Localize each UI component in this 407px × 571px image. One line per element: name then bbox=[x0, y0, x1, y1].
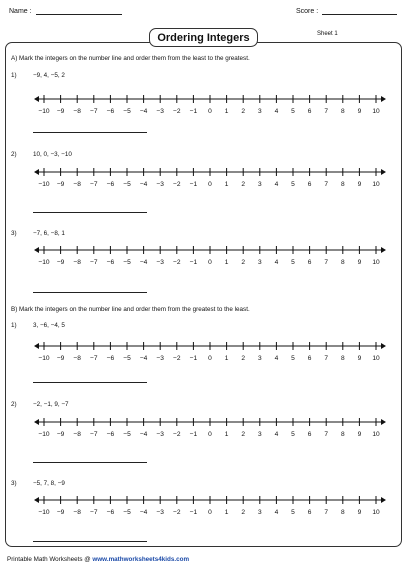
tick-label: 3 bbox=[257, 355, 262, 362]
tick-label: 7 bbox=[324, 259, 329, 266]
tick-label: −2 bbox=[173, 181, 181, 188]
tick-label: −1 bbox=[189, 355, 198, 362]
tick-label: 1 bbox=[224, 259, 229, 266]
tick-label: −3 bbox=[156, 259, 164, 266]
right-arrow-icon bbox=[381, 247, 386, 253]
tick-label: 10 bbox=[372, 431, 380, 438]
answer-line[interactable] bbox=[33, 132, 147, 133]
tick-label: 7 bbox=[324, 431, 329, 438]
tick-label: −5 bbox=[123, 509, 131, 516]
tick-label: 8 bbox=[340, 108, 345, 115]
tick-label: −3 bbox=[156, 355, 164, 362]
tick-label: 10 bbox=[372, 108, 380, 115]
tick-label: −6 bbox=[106, 259, 115, 266]
tick-label: 8 bbox=[340, 181, 345, 188]
tick-label: −1 bbox=[189, 431, 198, 438]
tick-label: 1 bbox=[224, 509, 229, 516]
number-line bbox=[0, 417, 407, 441]
tick-label: 10 bbox=[372, 181, 380, 188]
tick-label: −7 bbox=[90, 108, 98, 115]
left-arrow-icon bbox=[34, 247, 39, 253]
number-line bbox=[0, 495, 407, 519]
tick-label: 8 bbox=[340, 355, 345, 362]
tick-label: 7 bbox=[324, 108, 329, 115]
tick-label: −2 bbox=[173, 355, 181, 362]
tick-label: 2 bbox=[241, 509, 246, 516]
tick-label: 3 bbox=[257, 259, 262, 266]
right-arrow-icon bbox=[381, 343, 386, 349]
tick-label: 3 bbox=[257, 431, 262, 438]
tick-label: 6 bbox=[307, 108, 312, 115]
tick-label: 9 bbox=[357, 509, 362, 516]
answer-line[interactable] bbox=[33, 292, 147, 293]
tick-label: 1 bbox=[224, 181, 229, 188]
tick-label: 2 bbox=[241, 355, 246, 362]
problem-number: 3) bbox=[11, 480, 17, 487]
tick-label: −2 bbox=[173, 259, 181, 266]
tick-label: −2 bbox=[173, 431, 181, 438]
tick-label: 5 bbox=[291, 259, 295, 266]
tick-label: −2 bbox=[173, 509, 181, 516]
tick-label: −9 bbox=[56, 108, 65, 115]
tick-label: 4 bbox=[274, 108, 279, 115]
tick-label: −3 bbox=[156, 431, 164, 438]
tick-label: 6 bbox=[307, 431, 312, 438]
tick-label: 8 bbox=[340, 509, 345, 516]
problem-number: 3) bbox=[11, 230, 17, 237]
tick-label: 2 bbox=[241, 181, 246, 188]
tick-label: −10 bbox=[38, 108, 50, 115]
tick-label: 9 bbox=[357, 181, 362, 188]
tick-label: −3 bbox=[156, 108, 164, 115]
tick-label: −5 bbox=[123, 108, 131, 115]
number-line bbox=[0, 341, 407, 365]
problem-number: 1) bbox=[11, 322, 17, 329]
tick-label: 4 bbox=[274, 259, 279, 266]
name-field bbox=[9, 5, 122, 15]
tick-label: 6 bbox=[307, 259, 312, 266]
answer-line[interactable] bbox=[33, 462, 147, 463]
tick-label: 10 bbox=[372, 355, 380, 362]
footer-site-link[interactable]: www.mathworksheets4kids.com bbox=[92, 556, 190, 563]
tick-label: 1 bbox=[224, 431, 229, 438]
problem-number: 2) bbox=[11, 401, 17, 408]
footer-prefix: Printable Math Worksheets @ bbox=[7, 556, 93, 563]
tick-label: −4 bbox=[139, 355, 148, 362]
tick-label: −8 bbox=[73, 431, 81, 438]
left-arrow-icon bbox=[34, 343, 39, 349]
tick-label: 9 bbox=[357, 108, 362, 115]
tick-label: 1 bbox=[224, 355, 229, 362]
tick-label: 7 bbox=[324, 181, 329, 188]
tick-label: 0 bbox=[208, 509, 212, 516]
tick-label: −5 bbox=[123, 431, 131, 438]
tick-label: −10 bbox=[38, 355, 50, 362]
problem-number: 1) bbox=[11, 72, 17, 79]
tick-label: −7 bbox=[90, 355, 98, 362]
right-arrow-icon bbox=[381, 169, 386, 175]
tick-label: 2 bbox=[241, 108, 246, 115]
left-arrow-icon bbox=[34, 96, 39, 102]
left-arrow-icon bbox=[34, 497, 39, 503]
tick-label: 5 bbox=[291, 108, 295, 115]
tick-label: 6 bbox=[307, 509, 312, 516]
tick-label: −3 bbox=[156, 509, 164, 516]
name-label: Name : bbox=[9, 8, 32, 15]
tick-label: −4 bbox=[139, 259, 148, 266]
tick-label: −6 bbox=[106, 108, 115, 115]
tick-label: −5 bbox=[123, 259, 131, 266]
tick-label: −8 bbox=[73, 108, 81, 115]
name-blank[interactable] bbox=[36, 5, 122, 15]
tick-label: −7 bbox=[90, 509, 98, 516]
problem-integers: 3, −6, −4, 5 bbox=[33, 322, 65, 329]
right-arrow-icon bbox=[381, 96, 386, 102]
section-a-instruction: A) Mark the integers on the number line and order them from the least to the greatest. bbox=[11, 55, 250, 62]
tick-label: 3 bbox=[257, 181, 262, 188]
footer bbox=[7, 556, 189, 563]
tick-label: 5 bbox=[291, 431, 295, 438]
score-field bbox=[296, 5, 397, 15]
left-arrow-icon bbox=[34, 419, 39, 425]
tick-label: −9 bbox=[56, 509, 65, 516]
tick-label: 5 bbox=[291, 181, 295, 188]
problem-integers: −7, 6, −8, 1 bbox=[33, 230, 65, 237]
tick-label: 10 bbox=[372, 509, 380, 516]
answer-line[interactable] bbox=[33, 212, 147, 213]
problem-number: 2) bbox=[11, 151, 17, 158]
tick-label: −10 bbox=[38, 431, 50, 438]
tick-label: −8 bbox=[73, 181, 81, 188]
tick-label: −9 bbox=[56, 259, 65, 266]
tick-label: 10 bbox=[372, 259, 380, 266]
tick-label: 6 bbox=[307, 181, 312, 188]
section-b-instruction: B) Mark the integers on the number line and order them from the greatest to the least. bbox=[11, 306, 250, 313]
tick-label: 3 bbox=[257, 509, 262, 516]
tick-label: −10 bbox=[38, 259, 50, 266]
tick-label: −1 bbox=[189, 509, 198, 516]
tick-label: −6 bbox=[106, 431, 115, 438]
tick-label: −10 bbox=[38, 181, 50, 188]
tick-label: −4 bbox=[139, 431, 148, 438]
tick-label: −7 bbox=[90, 181, 98, 188]
worksheet-title: Ordering Integers bbox=[149, 28, 258, 47]
tick-label: 3 bbox=[257, 108, 262, 115]
tick-label: −3 bbox=[156, 181, 164, 188]
tick-label: 2 bbox=[241, 431, 246, 438]
tick-label: −2 bbox=[173, 108, 181, 115]
answer-line[interactable] bbox=[33, 541, 147, 542]
tick-label: −9 bbox=[56, 181, 65, 188]
tick-label: 1 bbox=[224, 108, 229, 115]
tick-label: 0 bbox=[208, 431, 212, 438]
sheet-label: Sheet 1 bbox=[317, 31, 338, 37]
tick-label: 9 bbox=[357, 355, 362, 362]
tick-label: 8 bbox=[340, 431, 345, 438]
score-blank[interactable] bbox=[322, 5, 397, 15]
tick-label: −8 bbox=[73, 259, 81, 266]
tick-label: 7 bbox=[324, 355, 329, 362]
number-line bbox=[0, 167, 407, 191]
tick-label: 9 bbox=[357, 259, 362, 266]
tick-label: 9 bbox=[357, 431, 362, 438]
tick-label: −4 bbox=[139, 509, 148, 516]
left-arrow-icon bbox=[34, 169, 39, 175]
tick-label: −5 bbox=[123, 181, 131, 188]
tick-label: 5 bbox=[291, 509, 295, 516]
tick-label: 8 bbox=[340, 259, 345, 266]
tick-label: 5 bbox=[291, 355, 295, 362]
tick-label: 6 bbox=[307, 355, 312, 362]
tick-label: −9 bbox=[56, 431, 65, 438]
tick-label: −9 bbox=[56, 355, 65, 362]
problem-integers: −9, 4, −5, 2 bbox=[33, 72, 65, 79]
problem-integers: −2, −1, 9, −7 bbox=[33, 401, 69, 408]
tick-label: −6 bbox=[106, 509, 115, 516]
tick-label: −7 bbox=[90, 259, 98, 266]
tick-label: −8 bbox=[73, 355, 81, 362]
tick-label: −5 bbox=[123, 355, 131, 362]
tick-label: 7 bbox=[324, 509, 329, 516]
number-line bbox=[0, 245, 407, 269]
tick-label: −4 bbox=[139, 181, 148, 188]
tick-label: −10 bbox=[38, 509, 50, 516]
tick-label: 0 bbox=[208, 181, 212, 188]
problem-integers: 10, 0, −3, −10 bbox=[33, 151, 72, 158]
tick-label: 2 bbox=[241, 259, 246, 266]
number-line bbox=[0, 94, 407, 118]
tick-label: −1 bbox=[189, 108, 198, 115]
tick-label: 4 bbox=[274, 509, 279, 516]
tick-label: 4 bbox=[274, 355, 279, 362]
problem-integers: −5, 7, 8, −9 bbox=[33, 480, 65, 487]
right-arrow-icon bbox=[381, 419, 386, 425]
tick-label: 4 bbox=[274, 181, 279, 188]
right-arrow-icon bbox=[381, 497, 386, 503]
tick-label: −6 bbox=[106, 181, 115, 188]
answer-line[interactable] bbox=[33, 382, 147, 383]
tick-label: 0 bbox=[208, 108, 212, 115]
tick-label: −1 bbox=[189, 259, 198, 266]
tick-label: −7 bbox=[90, 431, 98, 438]
tick-label: 0 bbox=[208, 259, 212, 266]
tick-label: −1 bbox=[189, 181, 198, 188]
tick-label: 0 bbox=[208, 355, 212, 362]
tick-label: −8 bbox=[73, 509, 81, 516]
tick-label: −4 bbox=[139, 108, 148, 115]
score-label: Score : bbox=[296, 8, 319, 15]
tick-label: −6 bbox=[106, 355, 115, 362]
tick-label: 4 bbox=[274, 431, 279, 438]
